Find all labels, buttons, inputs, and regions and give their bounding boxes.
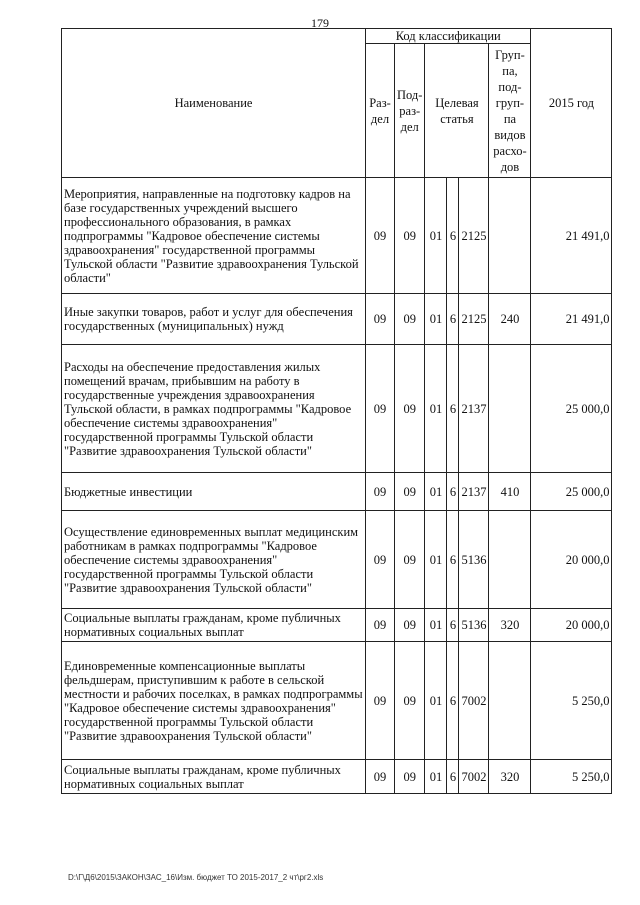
table-row [62, 345, 612, 473]
row-target-part2: 6 [447, 511, 459, 609]
row-podrazdel: 09 [395, 609, 425, 642]
row-target-part1: 01 [425, 345, 447, 473]
row-target-part2: 6 [447, 642, 459, 760]
budget-table [61, 28, 612, 794]
row-amount: 21 491,0 [531, 178, 612, 294]
header-podrazdel [395, 44, 425, 178]
row-target-part1: 01 [425, 642, 447, 760]
row-target-part1: 01 [425, 294, 447, 345]
header-podrazdel-label: Под- раз- дел [397, 87, 423, 134]
header-razdel-label: Раз- дел [369, 95, 391, 126]
header-target-label: Целевая статья [435, 95, 479, 126]
row-group: 240 [489, 294, 531, 345]
row-podrazdel: 09 [395, 294, 425, 345]
row-target-part3: 2125 [459, 178, 489, 294]
row-target-part2: 6 [447, 178, 459, 294]
row-podrazdel: 09 [395, 511, 425, 609]
table-header [62, 29, 612, 178]
row-group [489, 642, 531, 760]
row-name: Единовременные компенсационные выплаты фельдшерам, приступившим к работе в сельской местности и рабочих поселках, в рамках подпрограммы "Кадровое обеспечение системы здравоохранения" государственной программы Тульской области "Развитие здравоохранения Тульской области" [62, 642, 366, 760]
row-razdel: 09 [366, 642, 395, 760]
row-podrazdel: 09 [395, 642, 425, 760]
row-name: Мероприятия, направленные на подготовку кадров на базе государственных учреждений высшего профессионального образования, в рамках подпрограммы "Кадровое обеспечение системы здравоохранения" государственной программы Тульской области "Развитие здравоохранения Тульской области" [62, 178, 366, 294]
row-group: 320 [489, 609, 531, 642]
row-podrazdel: 09 [395, 760, 425, 794]
row-amount: 20 000,0 [531, 511, 612, 609]
table-row [62, 642, 612, 760]
table-row [62, 294, 612, 345]
row-group: 320 [489, 760, 531, 794]
row-razdel: 09 [366, 473, 395, 511]
row-name: Социальные выплаты гражданам, кроме публичных нормативных социальных выплат [62, 760, 366, 794]
row-amount: 5 250,0 [531, 642, 612, 760]
row-target-part2: 6 [447, 609, 459, 642]
row-razdel: 09 [366, 345, 395, 473]
row-target-part1: 01 [425, 609, 447, 642]
row-name: Социальные выплаты гражданам, кроме публичных нормативных социальных выплат [62, 609, 366, 642]
row-target-part2: 6 [447, 345, 459, 473]
row-name: Расходы на обеспечение предоставления жилых помещений врачам, прибывшим на работу в государственные учреждения здравоохранения Тульской области, в рамках подпрограммы "Кадровое обеспечение системы здравоохранения" государственной программы Тульской области "Развитие здравоохранения Тульской области" [62, 345, 366, 473]
row-target-part2: 6 [447, 473, 459, 511]
row-target-part2: 6 [447, 760, 459, 794]
table-row [62, 178, 612, 294]
header-name: Наименование [62, 29, 366, 178]
header-razdel [366, 44, 395, 178]
row-group [489, 511, 531, 609]
row-group [489, 345, 531, 473]
row-amount: 25 000,0 [531, 473, 612, 511]
row-name: Бюджетные инвестиции [62, 473, 366, 511]
row-podrazdel: 09 [395, 345, 425, 473]
row-amount: 25 000,0 [531, 345, 612, 473]
row-razdel: 09 [366, 511, 395, 609]
table-body [62, 178, 612, 794]
row-target-part3: 2137 [459, 473, 489, 511]
row-name: Осуществление единовременных выплат медицинским работникам в рамках подпрограммы "Кадровое обеспечение системы здравоохранения" государственной программы Тульской области "Развитие здравоохранения Тульской области" [62, 511, 366, 609]
row-target-part3: 7002 [459, 642, 489, 760]
row-group [489, 178, 531, 294]
page-number: 179 [311, 16, 329, 30]
row-target-part3: 5136 [459, 511, 489, 609]
row-target-part1: 01 [425, 760, 447, 794]
row-podrazdel: 09 [395, 178, 425, 294]
row-target-part2: 6 [447, 294, 459, 345]
table-row [62, 511, 612, 609]
header-year: 2015 год [531, 29, 612, 178]
row-target-part3: 2137 [459, 345, 489, 473]
row-amount: 21 491,0 [531, 294, 612, 345]
header-group [489, 44, 531, 178]
row-group: 410 [489, 473, 531, 511]
row-razdel: 09 [366, 609, 395, 642]
row-razdel: 09 [366, 178, 395, 294]
header-target [425, 44, 489, 178]
header-group-label: Груп- па, под- груп- па видов расхо- дов [493, 47, 527, 174]
row-amount: 5 250,0 [531, 760, 612, 794]
row-razdel: 09 [366, 760, 395, 794]
table-row [62, 609, 612, 642]
table-row [62, 760, 612, 794]
header-code-group: Код классификации [366, 29, 531, 44]
row-name: Иные закупки товаров, работ и услуг для обеспечения государственных (муниципальных) нужд [62, 294, 366, 345]
row-target-part1: 01 [425, 473, 447, 511]
row-podrazdel: 09 [395, 473, 425, 511]
row-target-part3: 2125 [459, 294, 489, 345]
row-target-part3: 5136 [459, 609, 489, 642]
table-row [62, 473, 612, 511]
row-target-part1: 01 [425, 511, 447, 609]
row-razdel: 09 [366, 294, 395, 345]
row-amount: 20 000,0 [531, 609, 612, 642]
row-target-part1: 01 [425, 178, 447, 294]
file-path-footer: D:\Г\Д6\2015\ЗАКОН\ЗАС_16\Изм. бюджет ТО 2015-2017_2 чт\рг2.xls [68, 873, 324, 882]
row-target-part3: 7002 [459, 760, 489, 794]
